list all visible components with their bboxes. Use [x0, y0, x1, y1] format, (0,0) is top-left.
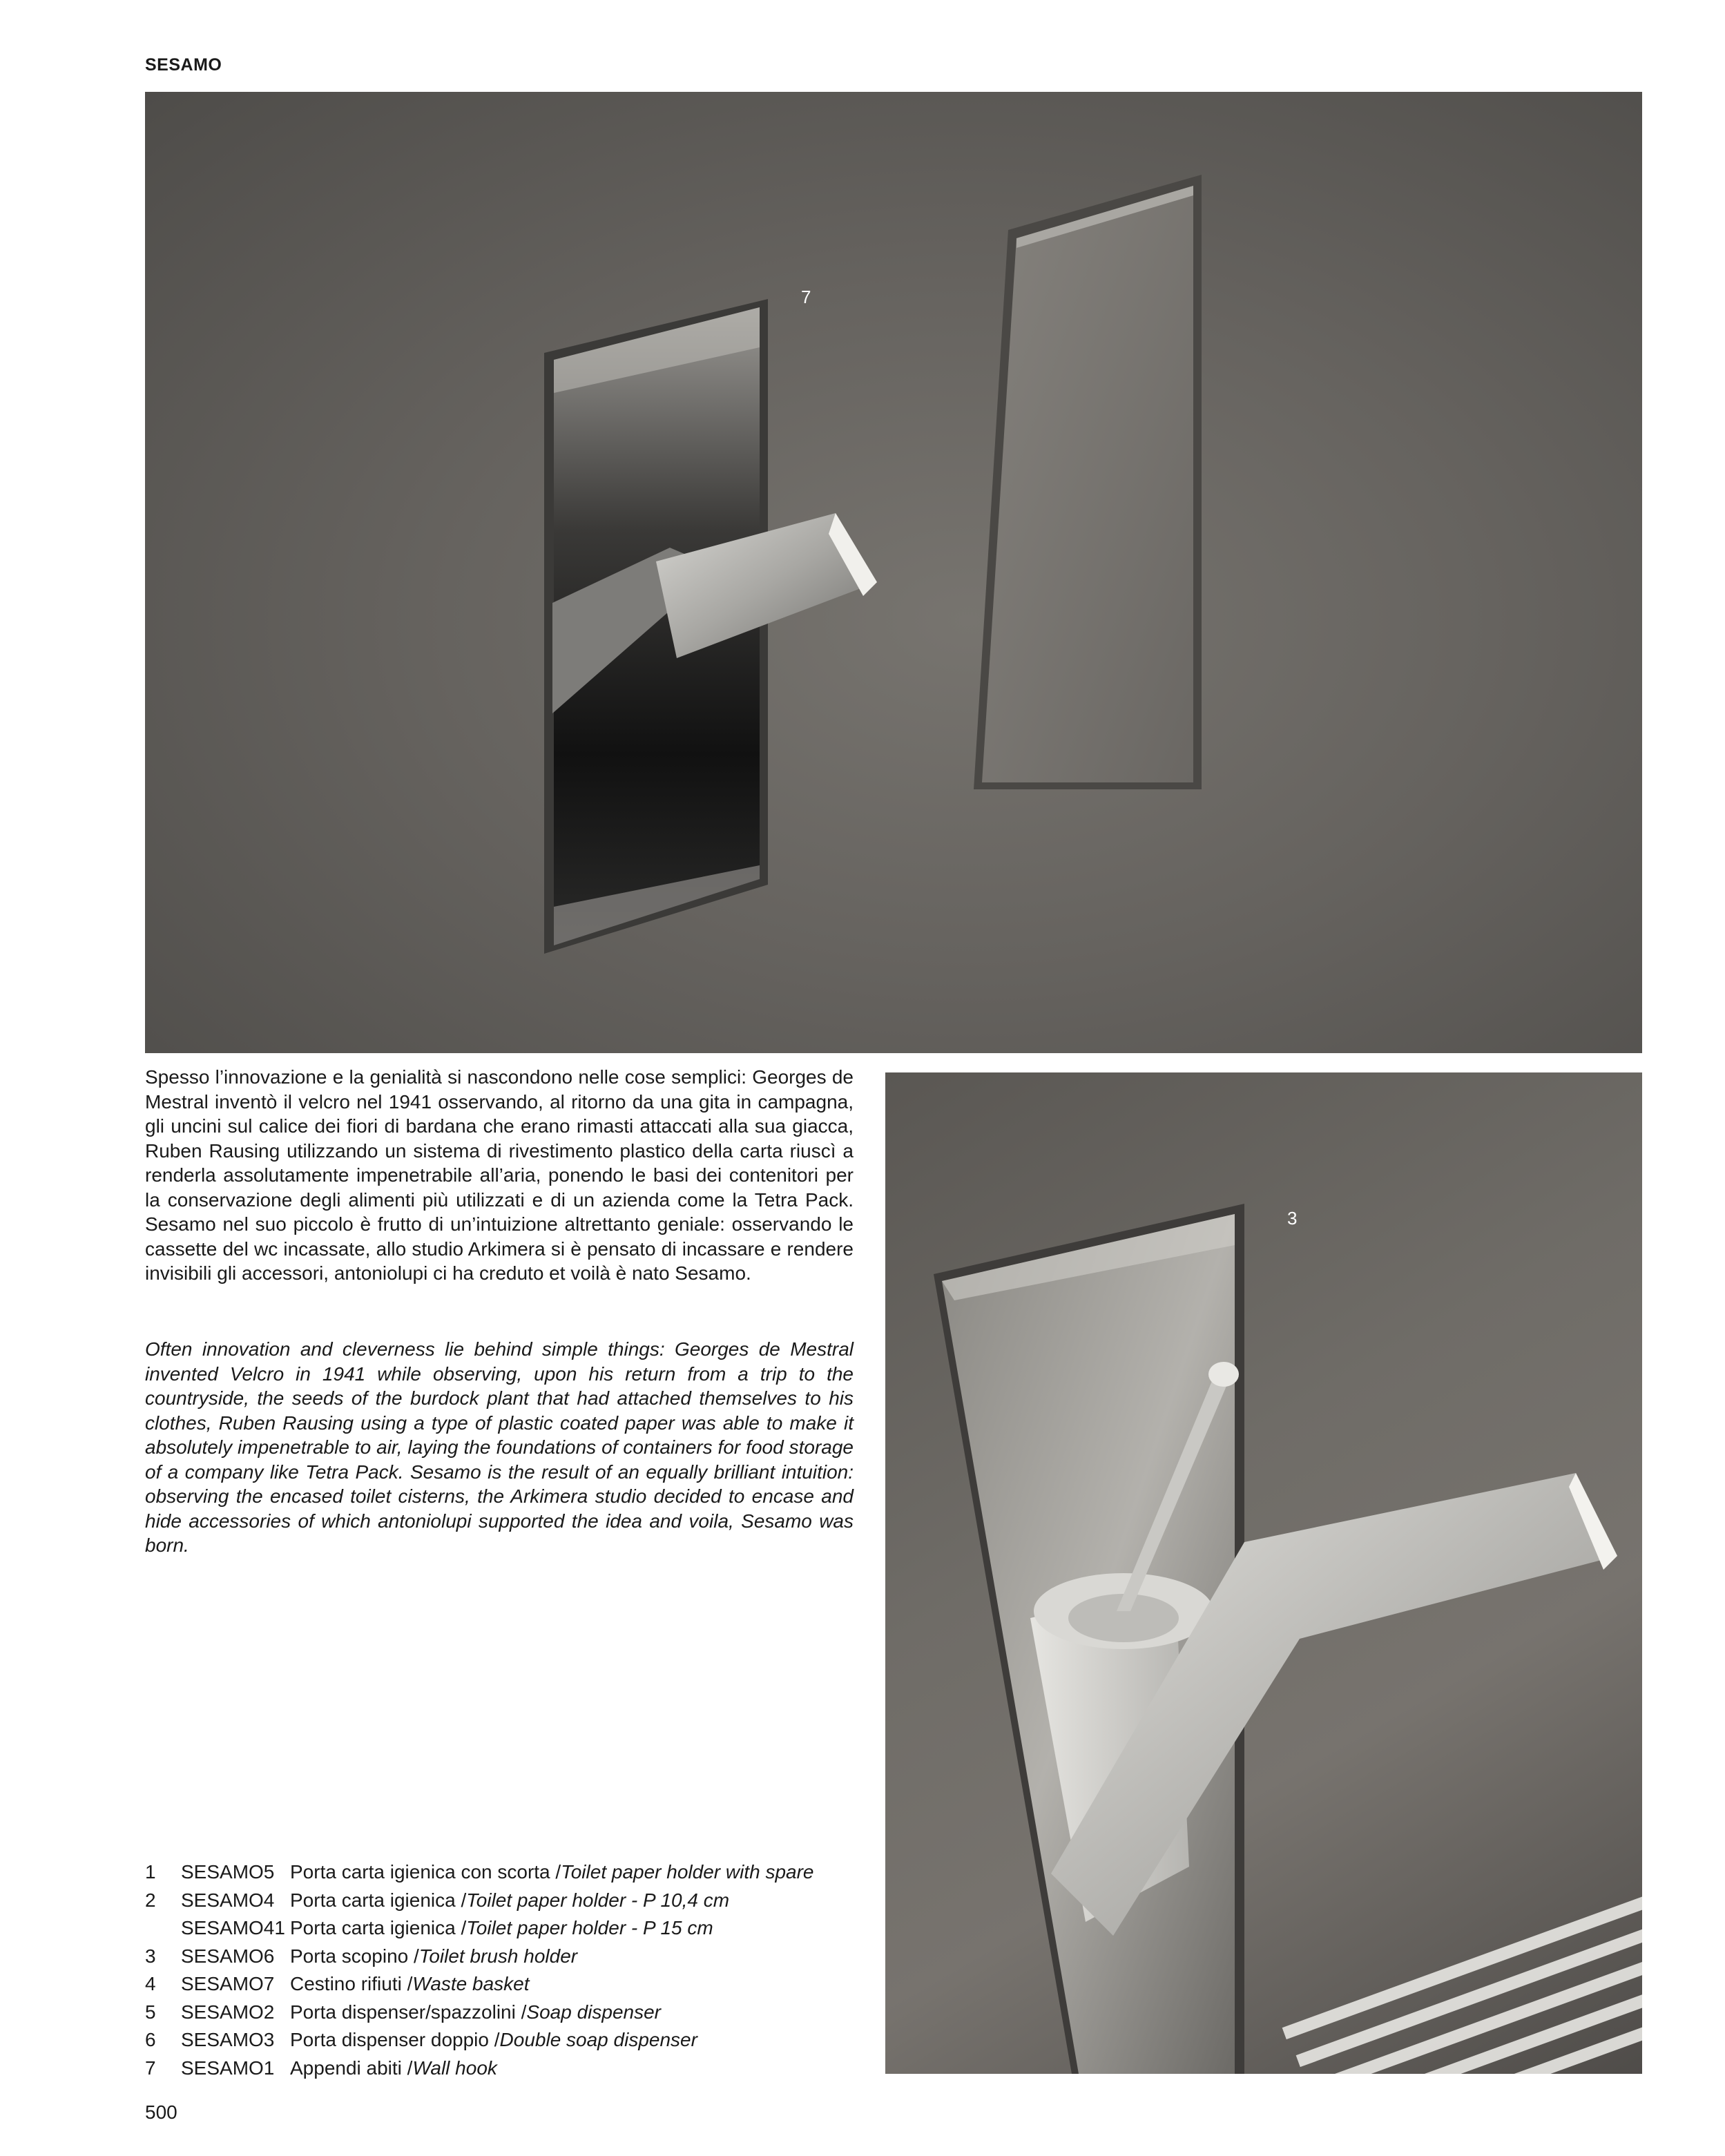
product-number: 2 — [145, 1889, 156, 1911]
intro-text-italian: Spesso l’innovazione e la genialità si nascondono nelle cose semplici: Georges de Mestral inventò il velcro nel 1941 osservando, al ritorno da una gita in campagna, gli uncini sul calice dei fiori di bardana che erano rimasti attaccati alla sua giacca, Ruben Rausing utilizzando un sistema di rivestimento plastico della carta riuscì a renderla assolutamente impenetrabile all’aria, ponendo le basi dei contenitori per la conservazione degli alimenti più utilizzati e di un azienda come la Tetra Pack. Sesamo nel suo piccolo è frutto di un’intuizione altrettanto geniale: osservando le cassette del wc incassate, allo studio Arkimera si è pensato di incassare e rendere invisibili gli accessori, antoniolupi ci ha creduto et voilà è nato Sesamo. — [145, 1066, 854, 1284]
figure-number-top: 7 — [801, 287, 811, 307]
product-row — [145, 1943, 877, 1971]
section-title: SESAMO — [145, 55, 222, 75]
product-row — [145, 1999, 877, 2027]
product-code: SESAMO1 — [181, 2057, 275, 2079]
product-description-english: Double soap dispenser — [499, 2029, 697, 2050]
product-number — [145, 1914, 181, 1943]
product-description-english: Waste basket — [412, 1973, 530, 1994]
product-row — [145, 2026, 877, 2054]
product-description-english: Wall hook — [412, 2057, 497, 2079]
product-photo-wall-hook — [145, 92, 1642, 1053]
product-description-italian: Porta dispenser/spazzolini / — [290, 2001, 527, 2023]
product-description-english: Toilet paper holder - P 10,4 cm — [466, 1889, 730, 1911]
product-description-italian: Porta carta igienica con scorta / — [290, 1861, 561, 1883]
product-description-english: Soap dispenser — [526, 2001, 661, 2023]
product-description-italian: Porta scopino / — [290, 1945, 419, 1967]
product-list — [145, 1858, 877, 2082]
product-description-english: Toilet paper holder - P 15 cm — [466, 1917, 713, 1938]
product-description-english: Toilet paper holder with spare — [561, 1861, 814, 1883]
product-code: SESAMO4 — [181, 1889, 275, 1911]
product-description-italian: Porta carta igienica / — [290, 1889, 467, 1911]
page-number: 500 — [145, 2101, 177, 2123]
wall-hook-illustration — [145, 92, 1642, 1053]
product-code: SESAMO7 — [181, 1973, 275, 1994]
product-number: 4 — [145, 1973, 156, 1994]
towel — [1282, 1886, 1642, 2074]
product-code: SESAMO2 — [181, 2001, 275, 2023]
product-code: SESAMO6 — [181, 1945, 275, 1967]
product-code: SESAMO5 — [181, 1861, 275, 1883]
product-row — [145, 2054, 877, 2083]
product-row — [145, 1970, 877, 1999]
product-description-english: Toilet brush holder — [418, 1945, 578, 1967]
product-photo-toilet-brush-holder — [885, 1072, 1642, 2074]
product-description-italian: Appendi abiti / — [290, 2057, 413, 2079]
product-description-italian: Cestino rifiuti / — [290, 1973, 413, 1994]
product-number: 1 — [145, 1861, 156, 1883]
product-code: SESAMO3 — [181, 2029, 275, 2050]
product-description-italian: Porta dispenser doppio / — [290, 2029, 500, 2050]
product-code: SESAMO41 — [181, 1917, 285, 1938]
product-number: 7 — [145, 2057, 156, 2079]
product-row — [145, 1858, 877, 1887]
product-description-italian: Porta carta igienica / — [290, 1917, 467, 1938]
toilet-brush-holder-illustration — [885, 1072, 1642, 2074]
product-number: 6 — [145, 2029, 156, 2050]
intro-text-english: Often innovation and cleverness lie behind simple things: Georges de Mestral invented Velcro in 1941 while observing, upon his return from a trip to the countryside, the seeds of the burdock plant that had attached themselves to his clothes, Ruben Rausing using a type of plastic coated paper was able to make it absolutely impenetrable to air, laying the foundations of containers for food storage of a company like Tetra Pack. Sesamo is the result of an equally brilliant intuition: observing the encased toilet cisterns, the Arkimera studio decided to encase and hide accessories of which antoniolupi supported the idea and voila, Sesamo was born. — [145, 1338, 854, 1556]
product-row — [145, 1914, 877, 1943]
product-number: 5 — [145, 2001, 156, 2023]
product-number: 3 — [145, 1945, 156, 1967]
product-row — [145, 1887, 877, 1915]
figure-number-right: 3 — [1287, 1208, 1298, 1229]
